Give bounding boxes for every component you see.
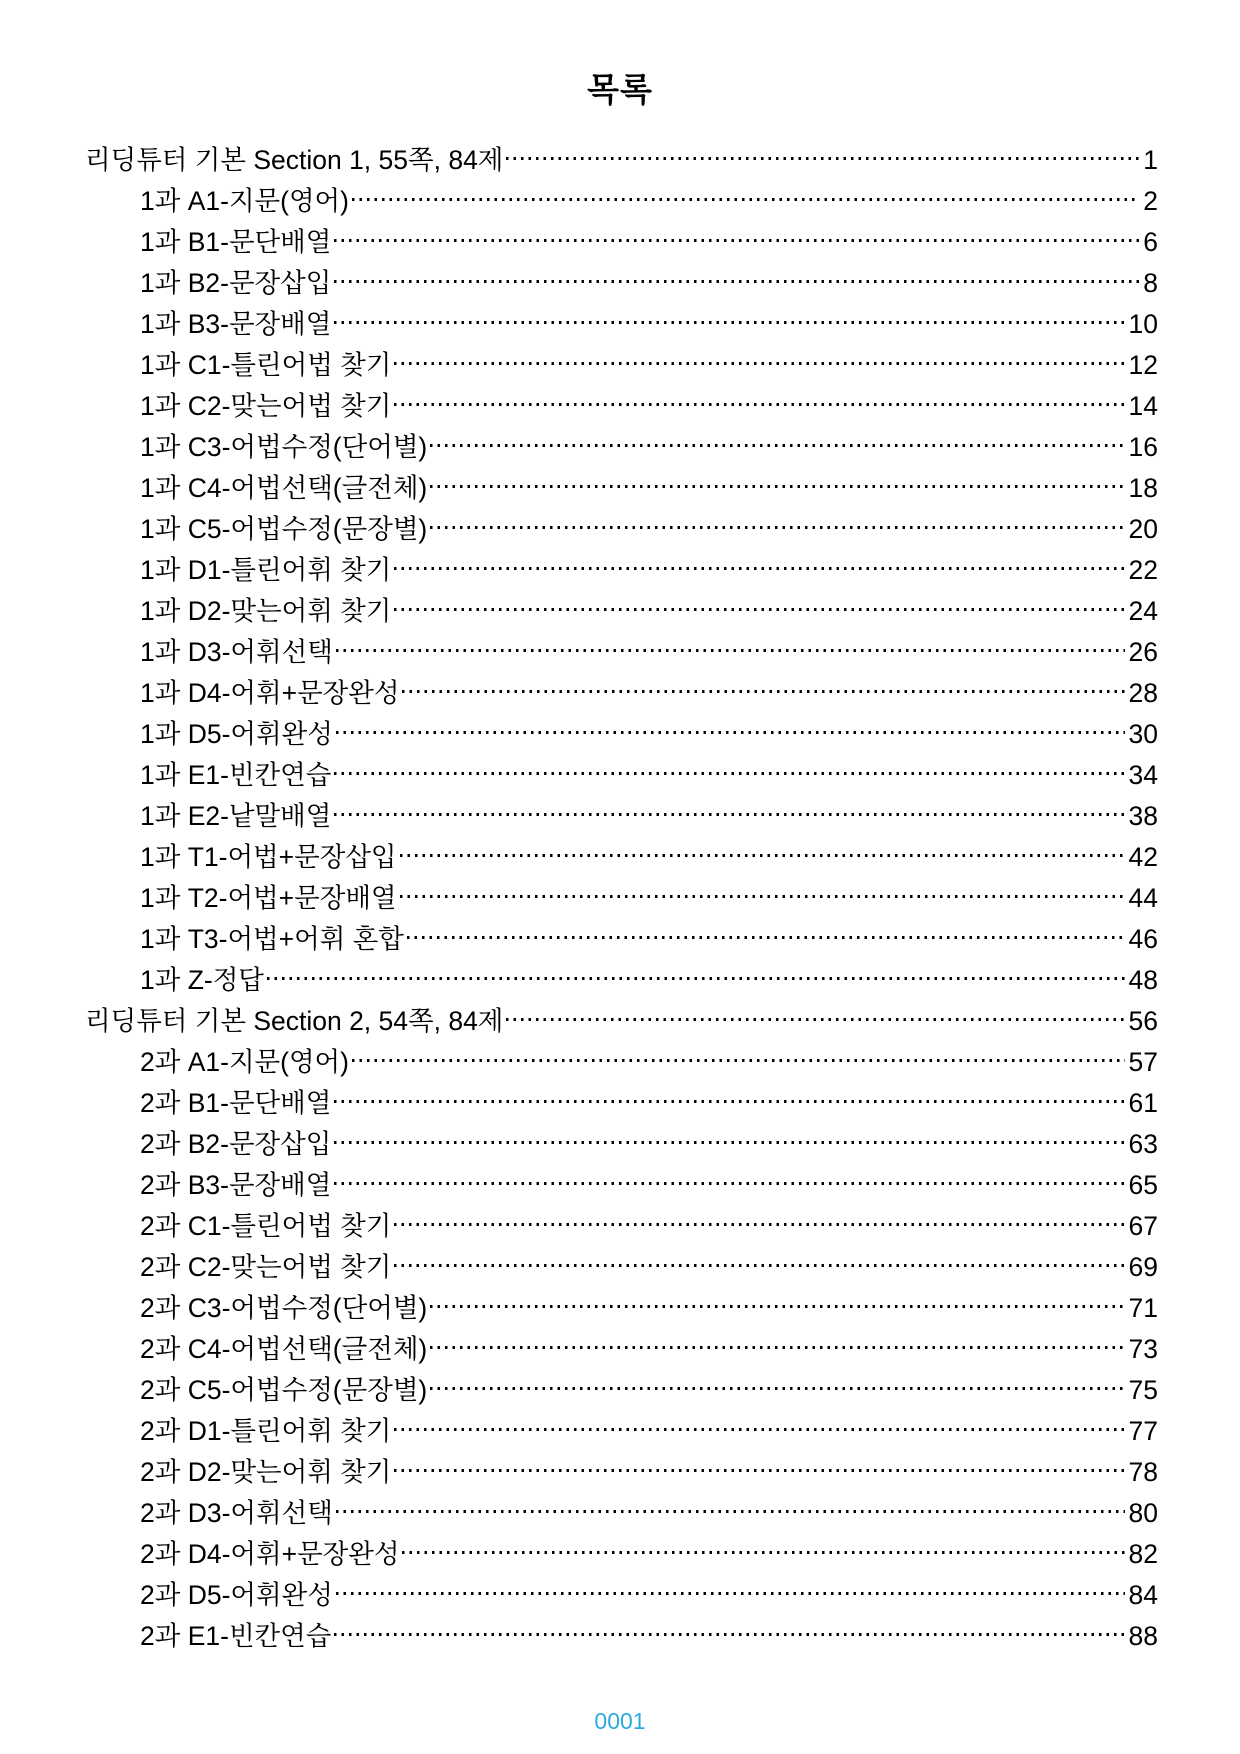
toc-entry-page: 80: [1128, 1498, 1158, 1528]
toc-entry-label: 1과 B1-문단배열: [140, 227, 332, 257]
toc-entry: [85, 222, 1158, 263]
toc-entry: [85, 140, 1158, 181]
toc-entry-label: 2과 A1-지문(영어): [140, 1047, 349, 1077]
toc-entry-label: 1과 D2-맞는어휘 찾기: [140, 596, 392, 626]
toc-entry-page: 56: [1128, 1006, 1158, 1036]
toc-entry: [85, 1165, 1158, 1206]
toc-entry: [85, 1206, 1158, 1247]
toc-entry-label: 2과 C1-틀린어법 찾기: [140, 1211, 392, 1241]
toc-entry-page: 42: [1128, 842, 1158, 872]
toc-entry: [85, 1288, 1158, 1329]
dotted-leader: [394, 1223, 1124, 1226]
dotted-leader: [400, 854, 1125, 857]
toc-entry-label: 2과 E1-빈칸연습: [140, 1621, 332, 1651]
toc-entry: [85, 755, 1158, 796]
toc-entry-label: 2과 B3-문장배열: [140, 1170, 332, 1200]
footer-page-number: 0001: [594, 1708, 646, 1734]
toc-entry: [85, 1493, 1158, 1534]
dotted-leader: [334, 239, 1139, 242]
dotted-leader: [334, 813, 1124, 816]
toc-entry: [85, 1575, 1158, 1616]
toc-entry-page: 10: [1128, 309, 1158, 339]
dotted-leader: [336, 649, 1125, 652]
toc-entry-page: 75: [1128, 1375, 1158, 1405]
toc-entry-label: 2과 D4-어휘+문장완성: [140, 1539, 400, 1569]
toc-entry-label: 1과 C4-어법선택(글전체): [140, 473, 428, 503]
dotted-leader: [430, 444, 1124, 447]
toc-entry-label: 1과 C2-맞는어법 찾기: [140, 391, 392, 421]
dotted-leader: [334, 321, 1124, 324]
dotted-leader: [394, 1469, 1124, 1472]
toc-entry-page: 26: [1128, 637, 1158, 667]
toc-entry-label: 2과 C4-어법선택(글전체): [140, 1334, 428, 1364]
toc-entry-page: 88: [1128, 1621, 1158, 1651]
toc-entry: [85, 714, 1158, 755]
dotted-leader: [407, 936, 1125, 939]
toc-entry-page: 77: [1128, 1416, 1158, 1446]
toc-entry-label: 2과 C5-어법수정(문장별): [140, 1375, 428, 1405]
toc-entry-label: 1과 B3-문장배열: [140, 309, 332, 339]
toc-entry-label: 1과 A1-지문(영어): [140, 186, 349, 216]
dotted-leader: [352, 198, 1139, 201]
toc-entry-page: 14: [1128, 391, 1158, 421]
dotted-leader: [267, 977, 1125, 980]
toc-entry: [85, 468, 1158, 509]
dotted-leader: [336, 731, 1125, 734]
dotted-leader: [430, 1346, 1124, 1349]
toc-entry-label: 1과 C1-틀린어법 찾기: [140, 350, 392, 380]
toc-list: [0, 140, 1240, 1657]
toc-entry-label: 2과 B1-문단배열: [140, 1088, 332, 1118]
dotted-leader: [506, 157, 1139, 160]
dotted-leader: [394, 1264, 1124, 1267]
dotted-leader: [394, 567, 1124, 570]
toc-entry: [85, 1042, 1158, 1083]
dotted-leader: [352, 1059, 1125, 1062]
dotted-leader: [334, 1141, 1124, 1144]
toc-entry-label: 1과 T3-어법+어휘 혼합: [140, 924, 404, 954]
dotted-leader: [394, 362, 1124, 365]
toc-entry: [85, 632, 1158, 673]
toc-entry-page: 20: [1128, 514, 1158, 544]
dotted-leader: [394, 1428, 1124, 1431]
toc-entry-label: 1과 C3-어법수정(단어별): [140, 432, 428, 462]
toc-entry: [85, 591, 1158, 632]
toc-entry-label: 리딩튜터 기본 Section 1, 55쪽, 84제: [85, 145, 504, 175]
toc-entry: [85, 263, 1158, 304]
page-title: 목록: [587, 71, 653, 108]
dotted-leader: [334, 1182, 1124, 1185]
toc-entry-label: 2과 D5-어휘완성: [140, 1580, 333, 1610]
toc-entry: [85, 345, 1158, 386]
toc-entry-label: 1과 Z-정답: [140, 965, 264, 995]
toc-entry-label: 2과 C2-맞는어법 찾기: [140, 1252, 392, 1282]
toc-entry-page: 57: [1128, 1047, 1158, 1077]
toc-entry: [85, 181, 1158, 222]
toc-entry: [85, 509, 1158, 550]
toc-entry-label: 1과 C5-어법수정(문장별): [140, 514, 428, 544]
toc-entry-page: 65: [1128, 1170, 1158, 1200]
toc-entry: [85, 1452, 1158, 1493]
toc-entry: [85, 673, 1158, 714]
dotted-leader: [430, 1387, 1124, 1390]
dotted-leader: [394, 608, 1124, 611]
toc-entry: [85, 1124, 1158, 1165]
toc-entry-label: 1과 D5-어휘완성: [140, 719, 333, 749]
toc-entry-page: 6: [1143, 227, 1158, 257]
toc-entry-page: 16: [1128, 432, 1158, 462]
toc-entry-page: 24: [1128, 596, 1158, 626]
toc-entry-label: 리딩튜터 기본 Section 2, 54쪽, 84제: [85, 1006, 504, 1036]
toc-entry-label: 1과 T1-어법+문장삽입: [140, 842, 397, 872]
toc-entry-label: 2과 D1-틀린어휘 찾기: [140, 1416, 392, 1446]
toc-entry-page: 67: [1128, 1211, 1158, 1241]
toc-entry-page: 30: [1128, 719, 1158, 749]
toc-entry-page: 71: [1128, 1293, 1158, 1323]
toc-entry: [85, 1329, 1158, 1370]
toc-entry: [85, 1616, 1158, 1657]
toc-entry-label: 1과 E2-낱말배열: [140, 801, 332, 831]
toc-entry-page: 28: [1128, 678, 1158, 708]
toc-entry: [85, 304, 1158, 345]
toc-entry-page: 38: [1128, 801, 1158, 831]
toc-entry-page: 1: [1143, 145, 1158, 175]
toc-entry-label: 1과 B2-문장삽입: [140, 268, 332, 298]
dotted-leader: [334, 1100, 1124, 1103]
dotted-leader: [506, 1018, 1124, 1021]
toc-entry-label: 1과 D1-틀린어휘 찾기: [140, 555, 392, 585]
toc-entry: [85, 796, 1158, 837]
toc-entry-label: 1과 D3-어휘선택: [140, 637, 333, 667]
toc-entry-page: 69: [1128, 1252, 1158, 1282]
toc-entry: [85, 878, 1158, 919]
dotted-leader: [402, 1551, 1124, 1554]
toc-entry-label: 2과 D2-맞는어휘 찾기: [140, 1457, 392, 1487]
toc-entry: [85, 1370, 1158, 1411]
toc-entry-page: 44: [1128, 883, 1158, 913]
toc-entry-page: 82: [1128, 1539, 1158, 1569]
toc-entry-page: 8: [1143, 268, 1158, 298]
toc-entry-page: 61: [1128, 1088, 1158, 1118]
toc-entry-label: 2과 D3-어휘선택: [140, 1498, 333, 1528]
dotted-leader: [334, 1633, 1124, 1636]
toc-entry-page: 2: [1143, 186, 1158, 216]
toc-entry-page: 12: [1128, 350, 1158, 380]
toc-entry-page: 18: [1128, 473, 1158, 503]
toc-entry: [85, 386, 1158, 427]
toc-entry-page: 22: [1128, 555, 1158, 585]
toc-entry-page: 63: [1128, 1129, 1158, 1159]
toc-entry-label: 1과 E1-빈칸연습: [140, 760, 332, 790]
toc-entry-page: 46: [1128, 924, 1158, 954]
toc-entry-label: 2과 C3-어법수정(단어별): [140, 1293, 428, 1323]
toc-entry-page: 78: [1128, 1457, 1158, 1487]
toc-entry-label: 1과 D4-어휘+문장완성: [140, 678, 400, 708]
dotted-leader: [336, 1510, 1125, 1513]
toc-entry-page: 48: [1128, 965, 1158, 995]
toc-entry: [85, 1534, 1158, 1575]
toc-entry: [85, 837, 1158, 878]
dotted-leader: [400, 895, 1125, 898]
toc-entry: [85, 1411, 1158, 1452]
toc-entry: [85, 550, 1158, 591]
dotted-leader: [430, 1305, 1124, 1308]
toc-entry: [85, 1001, 1158, 1042]
toc-entry-page: 34: [1128, 760, 1158, 790]
toc-entry: [85, 427, 1158, 468]
dotted-leader: [430, 526, 1124, 529]
toc-entry-page: 73: [1128, 1334, 1158, 1364]
toc-entry: [85, 1083, 1158, 1124]
toc-entry: [85, 919, 1158, 960]
dotted-leader: [430, 485, 1124, 488]
dotted-leader: [394, 403, 1124, 406]
toc-entry: [85, 960, 1158, 1001]
toc-entry: [85, 1247, 1158, 1288]
dotted-leader: [402, 690, 1124, 693]
toc-entry-label: 1과 T2-어법+문장배열: [140, 883, 397, 913]
toc-entry-label: 2과 B2-문장삽입: [140, 1129, 332, 1159]
dotted-leader: [336, 1592, 1125, 1595]
dotted-leader: [334, 280, 1139, 283]
toc-entry-page: 84: [1128, 1580, 1158, 1610]
dotted-leader: [334, 772, 1124, 775]
